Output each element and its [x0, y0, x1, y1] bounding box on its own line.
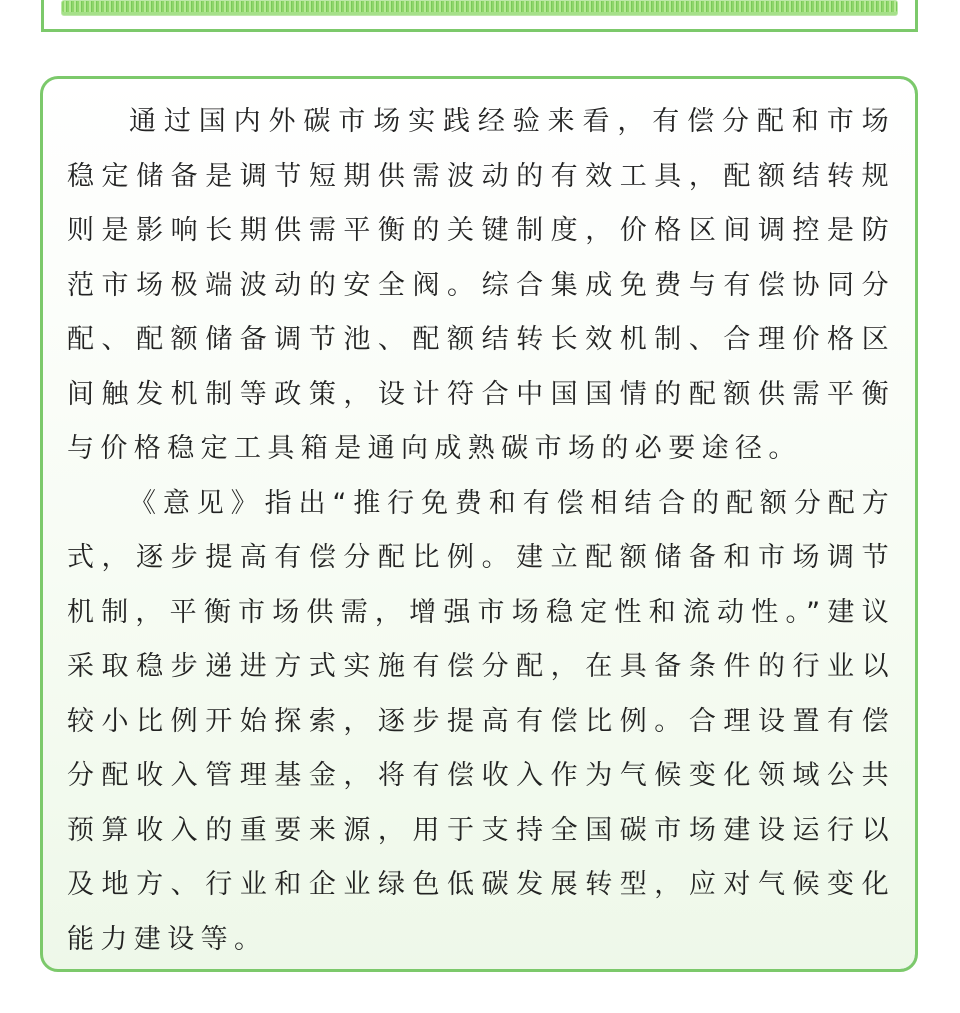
article-card [40, 76, 918, 972]
paragraph-1: 通过国内外碳市场实践经验来看，有偿分配和市场稳定储备是调节短期供需波动的有效工具，配额结转规则是影响长期供需平衡的关键制度，价格区间调控是防范市场极端波动的安全阀。综合集成免费与有偿协同分配、配额储备调节池、配额结转长效机制、合理价格区间触发机制等政策，设计符合中国国情的配额供需平衡与价格稳定工具箱是通向成熟碳市场的必要途径。 [67, 106, 895, 464]
article-body [67, 95, 895, 967]
grass-border-decoration [61, 0, 898, 16]
paragraph-2: 《意见》指出“推行免费和有偿相结合的配额分配方式，逐步提高有偿分配比例。建立配额储备和市场调节机制，平衡市场供需，增强市场稳定性和流动性。”建议采取稳步递进方式实施有偿分配，在具备条件的行业以较小比例开始探索，逐步提高有偿比例。合理设置有偿分配收入管理基金，将有偿收入作为气候变化领域公共预算收入的重要来源，用于支持全国碳市场建设运行以及地方、行业和企业绿色低碳发展转型，应对气候变化能力建设等。 [67, 487, 895, 955]
top-decorative-frame [41, 0, 918, 32]
